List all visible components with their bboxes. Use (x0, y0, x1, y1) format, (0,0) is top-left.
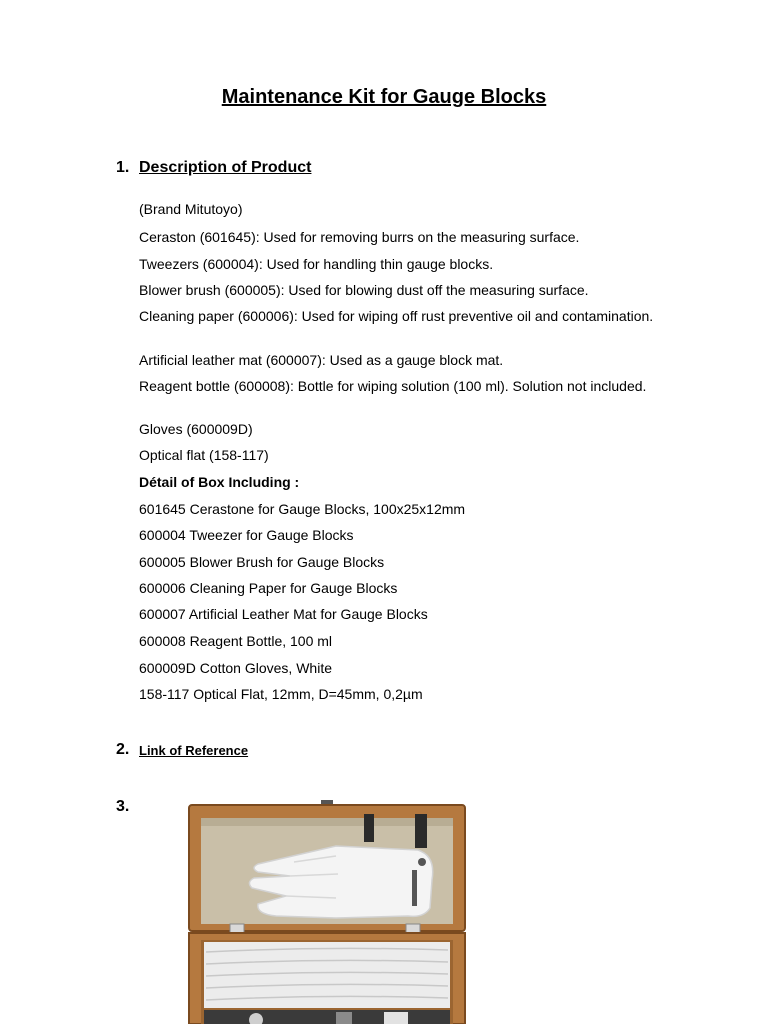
box-detail-item: 600008 Reagent Bottle, 100 ml (139, 633, 333, 649)
description-item: Optical flat (158-117) (139, 447, 269, 463)
box-detail-item: 158-117 Optical Flat, 12mm, D=45mm, 0,2µm (139, 686, 423, 702)
section-1-number: 1. (116, 159, 130, 176)
document-title: Maintenance Kit for Gauge Blocks (221, 86, 547, 108)
box-detail-item: 600007 Artificial Leather Mat for Gauge Blocks (139, 606, 428, 622)
section-1-heading: Description of Product (139, 159, 312, 176)
strap-icon (415, 814, 427, 848)
box-detail-heading: Détail of Box Including : (139, 474, 300, 490)
box-detail-item: 600009D Cotton Gloves, White (139, 660, 332, 676)
section-2-number: 2. (116, 741, 130, 758)
description-item: Tweezers (600004): Used for handling thin gauge blocks. (139, 256, 494, 272)
description-item: Cleaning paper (600006): Used for wiping off rust preventive oil and contamination. (139, 308, 654, 324)
box-detail-item: 601645 Cerastone for Gauge Blocks, 100x25x12mm (139, 501, 466, 517)
brand-line: (Brand Mitutoyo) (139, 201, 243, 217)
tool-tray (204, 1010, 450, 1024)
reagent-bottle-icon (336, 1012, 352, 1024)
box-detail-item: 600004 Tweezer for Gauge Blocks (139, 527, 354, 543)
description-item: Gloves (600009D) (139, 421, 253, 437)
cerastone-icon (384, 1012, 408, 1024)
description-item: Artificial leather mat (600007): Used as a gauge block mat. (139, 352, 504, 368)
description-item: Reagent bottle (600008): Bottle for wiping solution (100 ml). Solution not included. (139, 378, 647, 394)
cleaning-paper-stack (204, 942, 450, 1008)
box-detail-item: 600005 Blower Brush for Gauge Blocks (139, 554, 385, 570)
description-item: Ceraston (601645): Used for removing burrs on the measuring surface. (139, 229, 580, 245)
section-3-number: 3. (116, 798, 130, 815)
box-detail-item: 600006 Cleaning Paper for Gauge Blocks (139, 580, 398, 596)
strap-icon (364, 814, 374, 842)
kit-box-photo (186, 800, 470, 1024)
description-item: Blower brush (600005): Used for blowing dust off the measuring surface. (139, 282, 589, 298)
link-of-reference[interactable]: Link of Reference (139, 743, 249, 758)
